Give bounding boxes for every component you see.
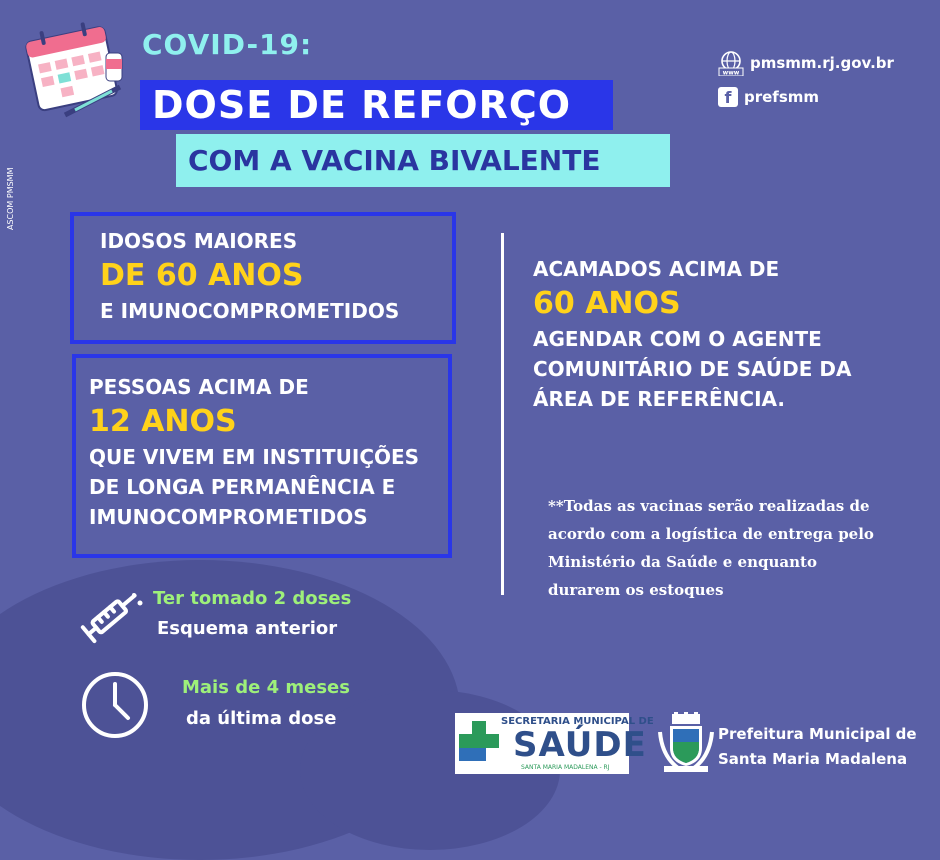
group2-line3: DE LONGA PERMANÊNCIA E (89, 475, 396, 499)
website-link[interactable] (718, 50, 894, 76)
group2-line1: PESSOAS ACIMA DE (89, 375, 309, 399)
cross-icon (459, 721, 499, 761)
vacina-banner: COM A VACINA BIVALENTE (176, 134, 670, 187)
disclaimer-note: **Todas as vacinas serão realizadas de acordo com a logística de entrega pelo Ministério da Saúde e enquanto durarem os estoques (548, 497, 874, 599)
facebook-link[interactable] (718, 87, 819, 107)
group1-line1: IDOSOS MAIORES (100, 229, 298, 253)
req1-top: Ter tomado 2 doses (153, 588, 352, 609)
prefeitura-label: Prefeitura Municipal de Santa Maria Madalena (718, 725, 917, 768)
www-label: www (722, 69, 740, 76)
website-text: pmsmm.rj.gov.br (750, 54, 894, 72)
group1-line2: E IMUNOCOMPROMETIDOS (100, 299, 400, 323)
facebook-icon: f (718, 87, 738, 107)
req2-bottom: da última dose (186, 708, 337, 729)
clock-icon (80, 670, 150, 740)
coat-of-arms-icon (658, 712, 714, 774)
group3-line3: COMUNITÁRIO DE SAÚDE DA (533, 357, 852, 381)
group2-line2: QUE VIVEM EM INSTITUIÇÕES (89, 445, 420, 469)
saude-sub-text: SANTA MARIA MADALENA - RJ (521, 764, 610, 771)
group-instituicoes (72, 354, 452, 558)
dose-banner: DOSE DE REFORÇO (140, 80, 613, 130)
saude-main-text: SAÚDE (513, 725, 647, 765)
group1-highlight: DE 60 ANOS (100, 258, 304, 293)
covid-title: COVID-19: (142, 28, 313, 61)
saude-top-text: SECRETARIA MUNICIPAL DE (501, 716, 654, 727)
globe-icon (718, 50, 744, 76)
facebook-text: prefsmm (744, 88, 820, 106)
group-idosos (70, 212, 456, 344)
calendar-icon (20, 15, 135, 125)
divider (501, 233, 504, 595)
saude-logo (455, 713, 654, 774)
group2-highlight: 12 ANOS (89, 404, 237, 439)
group2-line4: IMUNOCOMPROMETIDOS (89, 505, 368, 529)
credit-label: ASCOM PMSMM (6, 167, 15, 230)
req1-bottom-text: Esquema anterior (157, 618, 338, 639)
group3-line1: ACAMADOS ACIMA DE (533, 257, 780, 281)
req2-top: Mais de 4 meses (182, 677, 350, 698)
group-acamados (533, 254, 851, 414)
group3-line4: ÁREA DE REFERÊNCIA. (533, 387, 785, 411)
group3-highlight: 60 ANOS (533, 286, 681, 321)
syringe-icon (78, 585, 148, 645)
group3-line2: AGENDAR COM O AGENTE (533, 327, 822, 351)
